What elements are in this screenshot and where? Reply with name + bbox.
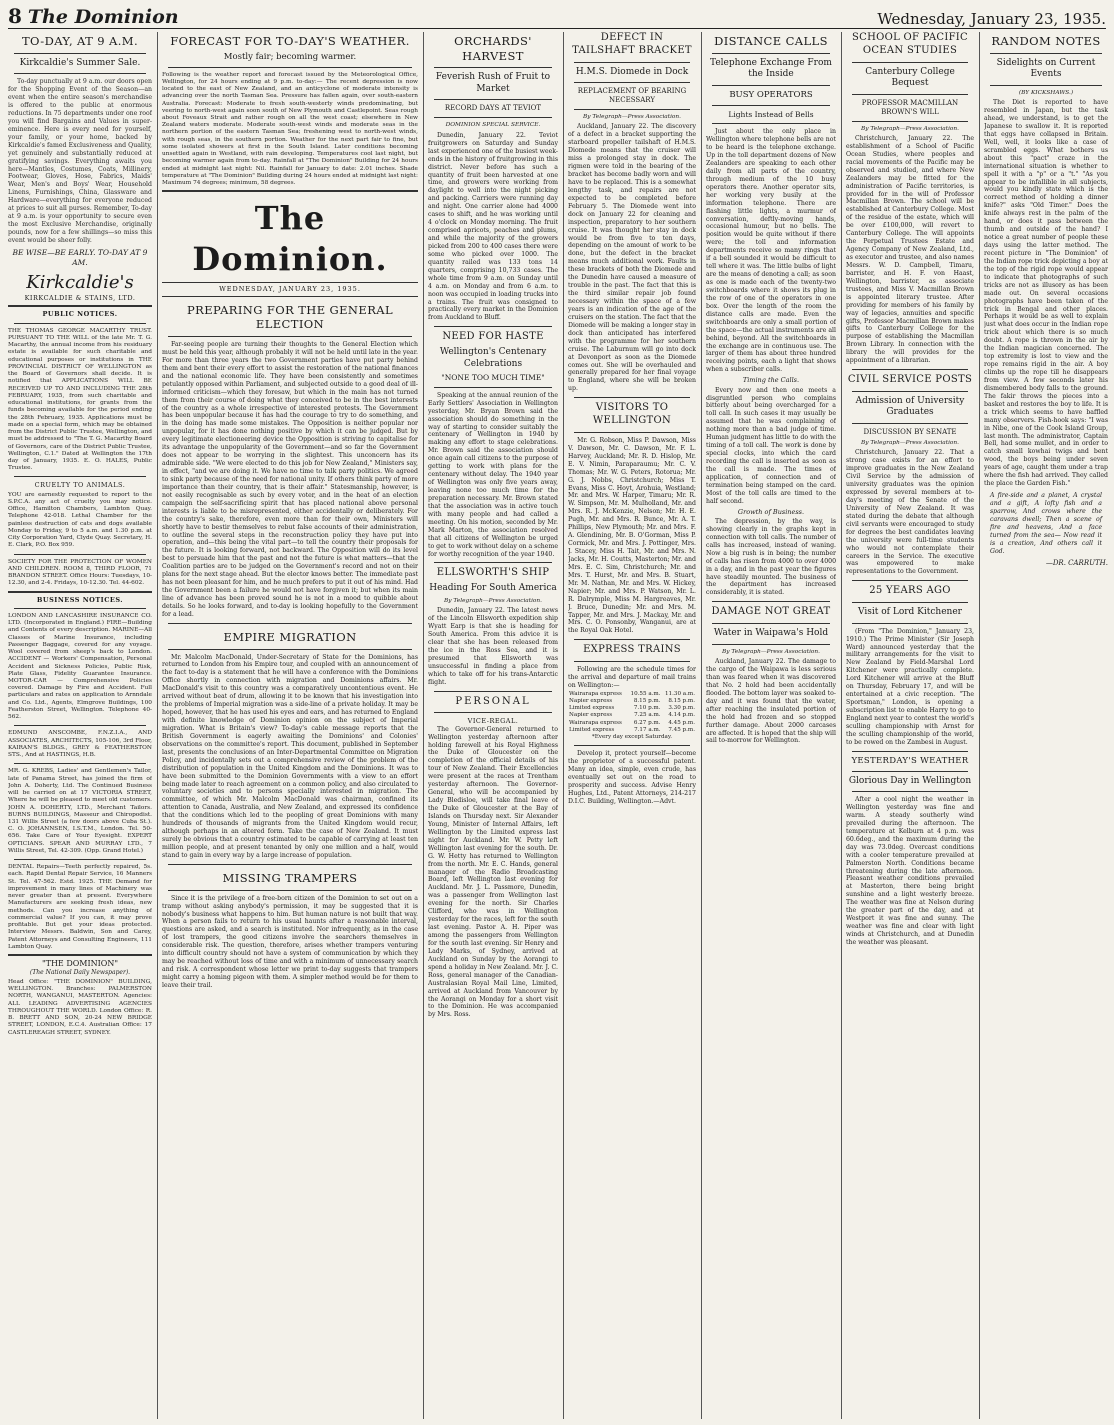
express-trains-note: *Every day except Saturday. bbox=[591, 733, 673, 740]
personal-subheading: VICE-REGAL. bbox=[467, 717, 519, 726]
column-rule bbox=[423, 32, 424, 1419]
column-news-1 bbox=[428, 32, 558, 1419]
table-cell: 7.10 p.m. bbox=[633, 705, 661, 712]
trampers-editorial-heading: MISSING TRAMPERS bbox=[222, 870, 358, 885]
distance-calls-body: Just about the only place in Wellington where telephone bells are not to be heard is the telephone exchange. Up in the toll department dozens of New Zealanders are speaking to each other daily from all parts of the country, through medium of the 10 busy operators there. Another operator sits, her working very busily at the information telephone. There are flashing little lights, a murmur of conversation, deftly-moving hands, occasional humour, but no bells. The position would be quite without if there were; the toll and information departments receive so many rings that if a bell sounded it would be difficult to tell where it was. The little bulbs of light are the means of denoting a call; as soon as one is made each of the twenty-two switchboards where it shows its plug in the row of one of the operators in one box. Over the length of the room the distance calls are made. Even the switchboards are only a small portion of the space—the actual instruments are all behind, beyond. All the switchboards in the exchange are in continuous use. The larger of them has about three hundred receiving points, each a light that shows when a subscriber calls. bbox=[706, 128, 836, 374]
personal-body: The Governor-General returned to Wellington yesterday afternoon after holding farewell at his Royal Highness the Duke of Gloucester on the completion of the official details of his tour of New Zealand. Their Excellencies were present at the races at Trentham yesterday afternoon. The Governor-General, who will be accompanied by Lady Bledisloe, will take final leave of the Duke of Gloucester at the Bay of Islands on Thursday next. Sir Alexander Young, Minister of Internal Affairs, left Wellington by the Limited express last night for Auckland. Mr. W. Petty left Wellington last evening for the south. Dr. G. W. Hetty has returned to Wellington from the north. Mr. E. C. Hands, general manager of the Radio Broadcasting Board, left Wellington last evening for Auckland. Mr. J. L. Passmore, Dunedin, was a passenger from Wellington last evening for the north. Sir Charles Clifford, who was in Wellington yesterday for the races, left for the south last evening. Pastor A. H. Piper was among the passengers from Wellington for the south last evening. Sir Henry and Lady Marks, of Sydney, arrived at Auckland on Sunday by the Aorangi to spend a holiday in New Zealand. Mr. J. C. Ross, general manager of the Canadian-Australasian Royal Mail Line, Limited, arrived at Auckland from Vancouver by the Aorangi on Monday for a short visit to the Dominion. He was accompanied by Mrs. Ross. bbox=[428, 725, 558, 1019]
random-notes-signature: —DR. CARRUTH. bbox=[1045, 558, 1108, 567]
table-row bbox=[568, 727, 696, 734]
damage-byline: By Telegraph—Press Association. bbox=[721, 648, 820, 655]
table-cell: 6.27 p.m. bbox=[633, 719, 661, 726]
column-news-3 bbox=[706, 32, 836, 1419]
ship-body: Dunedin, January 22. The latest news of the Lincoln Ellsworth expedition ship Wyatt Earp is that she is heading for South America. From this advice it is clear that she has been released from the ice in the Ross Sea, and it is presumed that Ellsworth was unsuccessful in finding a place from which to take off for his trans-Antarctic flight. bbox=[428, 607, 558, 686]
table-cell: 11.30 a.m. bbox=[665, 690, 695, 697]
weather-forecast-heading: FORECAST FOR TO-DAY'S WEATHER. bbox=[170, 34, 410, 48]
table-row bbox=[568, 705, 696, 712]
yesterdays-weather-heading: YESTERDAY'S WEATHER bbox=[851, 755, 969, 766]
masthead bbox=[8, 4, 1106, 29]
trampers-editorial-body: Since it is the privilege of a free-born citizen of the Dominion to set out on a tramp without asking anybody's permission, it may be suggested that it is nobody's business what happens to him. But human nature is not built that way. When a person fails to return to his usual haunts after a reasonable interval, questions are asked, and a search is instituted. Nor infrequently, as in the case of lost trampers, the good citizens involve the searchers themselves in considerable risk. The question, therefore, arises whether trampers venturing into difficult country should not have a system of communication by which they may be reached without loss of time and with a minimum of unnecessary search and risk. A correspondent whose letter we print to-day suggests that trampers might carry a homing pigeon with them. A simpler method would be for them to leave their trail. bbox=[162, 894, 418, 989]
column-editorial bbox=[162, 32, 418, 1419]
damage-subheading: Water in Waipawa's Hold bbox=[713, 628, 829, 639]
tailshaft-byline: By Telegraph—Press Association. bbox=[582, 114, 681, 121]
orchards-body: Dunedin, January 22. Teviot fruitgrowers on Saturday and Sunday last experienced one of the busiest week-ends in the history of fruitgrowing in this district. Never before has such a quantity of fruit been harvested at one time, and growers were working from daylight to well into the night picking and packing. Carriers were running day and night. One carrier alone had 4000 cases to shift, and he was working until 4 o'clock on Monday morning. The fruit comprised apricots, peaches and plums, and while the majority of the growers picked from 200 to 400 cases there were some who picked over 1000. The quantity railed was 133 tons 14 quarters, comprising 10,733 cases. The whole time from 9 a.m. on Sunday until 4 a.m. on Monday and from 6 a.m. to noon was occupied in loading trucks into a trains. The fruit was consigned to practically every market in the Dominion from Auckland to Bluff. bbox=[428, 131, 558, 322]
tailshaft-subheading-2: REPLACEMENT OF BEARING NECESSARY bbox=[577, 87, 687, 105]
business-notices-heading: BUSINESS NOTICES. bbox=[36, 595, 124, 604]
editorial-date: WEDNESDAY, JANUARY 23, 1935. bbox=[162, 282, 418, 296]
damage-heading: DAMAGE NOT GREAT bbox=[711, 606, 831, 618]
macarthy-trust-notice: THE THOMAS GEORGE MACARTHY TRUST. PURSUANT TO THE WILL of the late Mr. T. G. Macarthy, the annual income from his residuary estate is available for such charitable and educational purposes or institutions in THE PROVINCIAL DISTRICT OF WELLINGTON as the Board of Governors shall decide. It is notified that APPLICATIONS WILL BE RECEIVED UP TO AND INCLUDING THE 28th FEBRUARY, 1935, from such charitable and educational institutions, for grants from the funds becoming available for the period ending the 28th February, 1935. Applications must be made on a special form, which may be obtained from the District Public Trustee, Wellington, and must be addressed to "The T. G. Macarthy Board of Governors, care of the District Public Trustee, Wellington, C.1." Dated at Wellington the 17th day of January, 1935. E. O. HALES, Public Trustee. bbox=[8, 327, 152, 472]
random-notes-byline: (BY KICKSHAWS.) bbox=[1018, 89, 1074, 96]
damage-body: Auckland, January 22. The damage to the cargo of the Waipawa is less serious than was feared when it was discovered that No. 2 hold had been accidentally flooded. The bottom layer was soaked to-day and it was found that the water, after reaching the insulated portion of the hold had frozen and so stopped further damage. About 2000 carcases are affected. It is hoped that the ship will sail to-morrow for Wellington. bbox=[706, 658, 836, 745]
cruelty-heading: CRUELTY TO ANIMALS. bbox=[34, 481, 126, 490]
imprint-subtitle: (The National Daily Newspaper). bbox=[29, 969, 131, 977]
years-ago-heading: 25 YEARS AGO bbox=[869, 585, 951, 597]
table-row bbox=[568, 691, 696, 698]
kirkcaldie-slogan: BE WISE—BE EARLY. TO-DAY AT 9 AM. bbox=[12, 247, 148, 267]
timing-body: Every now and then one meets a disgruntled person who complains bitterly about being overcharged for a toll call. In such cases it may usually be assumed that he was complaining of nothing more than a bad judge of time. Human judgment has little to do with the timing of a toll call. The work is done by special clocks, into which the card recording the call is inserted as soon as the call is made. The times of application, of connection and of termination being stamped on the card. Most of the toll calls are timed to the half second. bbox=[706, 386, 836, 505]
table-row bbox=[568, 698, 696, 705]
table-cell: Wairarapa express bbox=[569, 690, 622, 697]
column-advertisements bbox=[8, 32, 152, 1419]
tailshaft-heading: DEFECT IN TAILSHAFT BRACKET bbox=[572, 32, 692, 56]
years-ago-body: (From "The Dominion," January 23, 1910.) The Prime Minister (Sir Joseph Ward) announced yesterday that the military arrangements for the visit to New Zealand by Field-Marshal Lord Kitchener were practically complete. Lord Kitchener will arrive at the Bluff on Thursday, February 17, and will be entertained at a civic reception. "The Sportsman," London, is opening a subscription list to enable Harry to go to England next year to contest the world's sculling championship with Arnst for the sculling championship of the world, to be rowed on the Zambesi in August. bbox=[846, 627, 974, 746]
civil-service-subheading-2: DISCUSSION BY SENATE bbox=[863, 427, 957, 436]
weather-forecast-body: Following is the weather report and forecast issued by the Meteorological Office, Wellington, for 24 hours ending at 9 p.m. to-day:— The recent depression is now located to the east of New Zealand, and an anticyclone of moderate intensity is advancing over the north Tasman Sea. Pressure has fallen again, over south-eastern Australia. Forecast: Moderate to fresh south-westerly winds predominating, but veering to north-west again soon south of New Plymouth and Castlepoint. Seas rough about Foveaux Strait and rather rough on all the west coast; elsewhere in New Zealand waters moderate. Moderate south-west winds and moderate seas in the northern portion of the eastern Tasman Sea; freshening west to north-west winds, with rough seas, in the southern portion. Weather for the next part fair to fine, but some isolated showers at first in the South Island. Later conditions becoming unsettled again in Westland, with rain developing. Temperatures cool last night, but becoming warmer again from to-day. Rainfall at "The Dominion" Building for 24 hours ended at midnight last night: Nil. Rainfall for January to date: 2.01 inches. Shade temperature at "The Dominion" Building during 24 hours ended at midnight last night: Maximum 74 degrees; minimum, 58 degrees. bbox=[162, 71, 418, 187]
civil-service-byline: By Telegraph—Press Association. bbox=[860, 439, 959, 446]
table-cell: Limited express bbox=[569, 705, 615, 712]
timing-heading: Timing the Calls. bbox=[742, 376, 800, 385]
yesterdays-weather-body: After a cool night the weather in Wellington yesterday was fine and warm. A steady southerly wind prevailed during the afternoon. The temperature at Kelburn at 4 p.m. was 60.6deg., and the maximum during the day was 73.0deg. Overcast conditions with a cooler temperature prevailed at Palmerston North. Conditions became threatening during the late afternoon. Pleasant weather conditions prevailed at Masterton, there being bright sunshine and a light westerly breeze. The weather was fine at Nelson during the greater part of the day, and at Westport it was fine and sunny. The weather was fine and clear with light winds at Christchurch, and at Dunedin the weather was pleasant. bbox=[846, 796, 974, 946]
public-notices-heading: PUBLIC NOTICES. bbox=[42, 310, 118, 319]
express-trains-heading: EXPRESS TRAINS bbox=[583, 644, 681, 656]
ship-byline: By Telegraph—Press Association. bbox=[443, 597, 542, 604]
express-trains-intro: Following are the schedule times for the arrival and departure of mail trains on Wellington:— bbox=[568, 666, 696, 689]
kirkcaldie-signature-logo: Kirkcaldie's bbox=[26, 272, 134, 294]
issue-date: Wednesday, January 23, 1935. bbox=[877, 10, 1106, 28]
ship-subheading: Heading For South America bbox=[429, 583, 557, 594]
table-cell: 8.15 p.m. bbox=[633, 698, 661, 705]
paper-name: The Dominion bbox=[27, 6, 179, 28]
random-notes-poem: A fire-side and a planet, A crystal and a gift, A lofty fish and a sparrow, And crows where the caravans dwell; Then a scene of fire and heavens, And a face turned from the sea— Now read it is a creation, And others call it God. bbox=[990, 492, 1102, 555]
orchards-subheading: Feverish Rush of Fruit to Market bbox=[435, 72, 551, 94]
pacific-studies-body: Christchurch, January 22. The establishment of a School of Pacific Ocean Studies, where peoples and racial movements of the Pacific may be observed and studied, and where New Zealanders may be fitted for the administration of Pacific territories, is provided for in the will of Professor Macmillan Brown. The school will be established at Canterbury College. Most of the residue of the estate, which will be over £100,000, will revert to Canterbury College. The will appoints the Perpetual Trustees Estate and Agency Company of New Zealand, Ltd., as executor and trustee, and also names Messrs. W. D. Campbell, Timaru, barrister, and H. F. von Haast, Wellington, barrister, as associate trustees, and Miss V. Macmillan Brown is appointed literary trustee. After providing for members of his family by way of legacies, annuities and specific gifts, Professor Macmillan Brown makes gifts to Canterbury College for the purpose of establishing the Macmillan Brown Library. In connection with the library the will provides for the appointment of a librarian. bbox=[846, 134, 974, 365]
architects-notice: EDMUND ANSCOMBE, F.N.Z.I.A., AND ASSOCIATES, ARCHITECTS, 105-106, 3rd Floor, KAIRAN'S BLDGS., GREY & FEATHERSTON STS., And at HASTINGS, H.B. bbox=[8, 730, 152, 759]
ship-heading: ELLSWORTH'S SHIP bbox=[436, 567, 550, 579]
random-notes-heading: RANDOM NOTES bbox=[991, 34, 1101, 48]
column-rule bbox=[157, 32, 158, 1419]
column-rule bbox=[979, 32, 980, 1419]
table-cell: Napier express bbox=[569, 698, 613, 705]
pacific-studies-byline: By Telegraph—Press Association. bbox=[860, 125, 959, 132]
kirkcaldie-body: To-day punctually at 9 a.m. our doors open for the Shopping Event of the Season—an event when the entire season's merchandise is offered to the public at enormous reductions. In 75 departments under one roof you will find Bargains and Values in super-eminence. Here is every need for yourself, your family, or your home, backed by Kirkcaldie's famed Exclusiveness and Quality, yet genuinely and substantially reduced at gratifying savings. Everything awaits you here—Mantles, Costumes, Coats, Millinery, Footwear, Gloves, Hose, Fabrics, Maids' Wear, Men's and Boys' Wear, Household Linens, Furnishings, China, Glassware and Hardware—everything for everyone reduced at prices to suit all purses. Remember, To-day at 9 a.m. is your opportunity to secure even the most Exclusive Merchandise, originally pounds, now for a few shillings—so miss this event would be sheer folly. bbox=[8, 78, 152, 244]
orchards-byline: DOMINION SPECIAL SERVICE. bbox=[445, 122, 541, 129]
years-ago-subheading: Visit of Lord Kitchener bbox=[858, 607, 962, 618]
imprint-offices: Head Office: "THE DOMINION" BUILDING, WELLINGTON. Branches: PALMERSTON NORTH, WANGANUI, MASTERTON. Agencies: ALL LEADING ADVERTISING AGENCIES THROUGHOUT THE WORLD. London Office: R. B. BRETT AND SON, 20-24 NEW BRIDGE STREET, LONDON, E.C.4. Australian Office: 17 CASTLEREAGH STREET, SYDNEY. bbox=[8, 978, 152, 1036]
table-cell: 7.25 a.m. bbox=[634, 712, 661, 719]
tailshaft-body: Auckland, January 22. The discovery of a defect in a bracket supporting the starboard propeller tailshaft of H.M.S. Diomede means that the cruiser will miss a prolonged stay in dock. The rigmen were told in the bearing of the bracket has become badly worn and will have to be replaced. This is a somewhat lengthy task, and repairs are not expected to be completed before February 5. The Diomede went into dock on January 22 for cleaning and inspection, preparatory to her southern cruise. It was thought her stay in dock would be from five to ten days, depending on the amount of work to be done, but the defect in the bracket means much additional work. Faults in these brackets of both the Diomede and the Dunedin have caused a measure of trouble in the past. The fact that this is the third similar repair job found necessary within the space of a few years is an indication of the age of the cruisers on the station. The fact that the Diomede will be making a longer stay in dock than anticipated has interfered with the programme for her southern cruise. The Laburnum will go into dock at Devonport as soon as the Diomede comes out. She will be overhauled and generally prepared for her final voyage to England, where she will be broken up. bbox=[568, 123, 696, 393]
kirkcaldie-firm: KIRKCALDIE & STAINS, LTD. bbox=[24, 294, 136, 303]
table-row bbox=[568, 712, 696, 719]
table-cell: 4.14 p.m. bbox=[668, 712, 695, 719]
table-cell: 7.45 p.m. bbox=[668, 726, 695, 733]
table-cell: Wairarapa express bbox=[569, 719, 622, 726]
imprint-title: "THE DOMINION" bbox=[41, 958, 119, 968]
table-cell: Limited express bbox=[569, 726, 615, 733]
dominion-logo: The Dominion. bbox=[192, 199, 388, 279]
table-cell: 8.15 p.m. bbox=[668, 698, 695, 705]
column-news-4 bbox=[846, 32, 974, 1419]
column-rule bbox=[701, 32, 702, 1419]
column-rule bbox=[841, 32, 842, 1419]
patent-advertisement: Develop it, protect yourself—become the proprietor of a successful patent. Many an idea, simple, even crude, has eventually set out on the road to prosperity and success. Advise Henry Hughes, Ltd., Patent Attorneys, 214-217 D.I.C. Building, Wellington.—Advt. bbox=[568, 750, 696, 805]
election-editorial-heading: PREPARING FOR THE GENERAL ELECTION bbox=[187, 302, 393, 332]
haste-subheading-2: "NONE TOO MUCH TIME" bbox=[441, 373, 545, 383]
kirkcaldie-heading: TO-DAY, AT 9 A.M. bbox=[21, 34, 139, 48]
pacific-studies-subheading: Canterbury College Bequest bbox=[865, 66, 955, 89]
spca-notice: YOU are earnestly requested to report to the S.P.C.A. any act of cruelty you may notice. Office, Hamilton Chambers, Lambton Quay. Telephone 42-018. Lethal Chamber for the painless destruction of cats and dogs available Monday to Friday, 9 to 5 a.m. and 1.30 p.m. at City Corporation Yard, Clyde Quay. Secretary, H. E. Clark, P.O. Box 959. bbox=[8, 491, 152, 549]
election-editorial-body: Far-seeing people are turning their thoughts to the General Election which must be held this year, although probably it will not be held until late in the year. For more than three years the two Government parties have put party behind them and bent their every effort to assist the restoration of the national finances and the national economic life. They have been consistently and sometimes petulantly opposed within Parliament, and subjected outside to a good deal of ill-informed criticism—which they foresaw, but which in the main has not turned them from their course of doing what they conceived to be in the best interests of the country as a whole irrespective of interested protests. The Government has been unpopular because it has had the courage to try to do something, and in the doing has made some mistakes. The Opposition is neither popular nor unpopular, for it has done nothing positive by which it can be judged. But by every legitimate electioneering device the Opposition is striving to capitalise for its advantage the unpopularity of the Government—and so far the Government does not appear to be worrying in the slightest. This unconcern has its admirable side. "We were elected to do this job for New Zealand," Ministers say, in effect, "and we are doing it. We have no time to talk party politics. We agreed to sink party because of the need for national unity. If others think party of more importance than their country, that is their affair." Statesmanship, however, is not easily recognisable as such by every voter, and in the heat of an election campaign the self-sacrificing spirit that has placed national above personal interests is liable to be misrepresented, either accidentally or deliberately. For the country's sake, therefore, even more than for their own, Ministers will shortly have to bestir themselves to rebut false accounts of their administration, to outline the several steps in the reconstruction policy they have put into operation, and—this being the vital part—to tell the country their proposals for the future. It is looking forward, not backward. The Opposition will do its level best to persuade him that the past and not the future is what matters—that the Coalition parties are to be judged on the Government's record and not on their plans for the next stage ahead. But the elector knows better. The immediate past has not been pleasant for him, and he much prefers to put it out of his mind. Had the Government been a failure he would not have forgiven it; but when its main line of advance has been proved sound he is not in a mood to quibble about details. So he looks forward, and to-day is looking hopefully to the Government for a lead. bbox=[162, 341, 418, 618]
express-trains-table bbox=[568, 691, 696, 734]
growth-heading: Growth of Business. bbox=[737, 507, 805, 516]
haste-subheading: Wellington's Centenary Celebrations bbox=[439, 347, 547, 369]
table-cell: Napier express bbox=[569, 712, 613, 719]
distance-calls-subheading-3: Lights Instead of Bells bbox=[728, 109, 814, 119]
haste-body: Speaking at the annual reunion of the Early Settlers' Association in Wellington yesterday, Mr. Bryan Brown said the association should do something in the way of starting to consider suitably the centenary of Wellington in 1940 by making any effort to stage celebrations. Mr. Brown said the association should once again call citizens to the purpose of getting to work with plans for the centenary without delay. The 1940 year of Wellington was only five years away, leaving none too much time for the preparation necessary. Mr. Brown stated that the association was in active touch with many people and had called a meeting. On his motion, seconded by Mr. Mark Marton, the association resolved that all citizens of Wellington be urged to get to work without delay on a scheme for worthy recognition of the year 1940. bbox=[428, 391, 558, 558]
table-cell: 7.17 a.m. bbox=[634, 726, 661, 733]
random-notes-body: The Diet is reported to have resembled in Japan, but the task ahead, we understand, is to get the Japanese to swallow it. It is reported that eggs have collapsed in Britain. Well, well, it looks like a case of scrambled eggs. What bothers us about this "pact" craze in the international situation is whether to spell it with a "p" or a "t." "As you appear to be infallible in all subjects, would you kindly state which is the correct method of holding a dinner knife?" asks "Old Timer." Does the knife always rest in the palm of the hand, or does it pass between the thumb and outside of the hand? I notice a great number of people these days using the latter method. The recent picture in "The Dominion" of the Indian rope trick depicting a boy at the top of the rigid rope would appear to indicate that photographs of such tricks are not as illusory as has been made out. On several occasions photographs have been taken of the trick in Bengal and other places. Perhaps it would be as well to explain just what does occur in the Indian rope trick about which there is so much doubt. A rope is thrown in the air by the Indian magician concerned. The top extremity is lost to view and the rope remains rigid in the air. A boy climbs up the rope till he disappears from view. A few seconds later his dismembered body falls to the ground. The fakir throws the pieces into a basket and restores the boy to life. It is a trick which seems to have baffled many observers. Fish-hook says: "I was in Nibe, one of the Cook Island Group, last month. The administrator, Captain Bell, had some mullet, and in order to catch small kowhai twigs and bent wood, the boys being under seven years of age, caught them under a trap where the fish had arrived. They called the place the Garden Fish." bbox=[984, 99, 1108, 488]
yesterdays-weather-subheading: Glorious Day in Wellington bbox=[848, 775, 972, 786]
column-rule bbox=[563, 32, 564, 1419]
civil-service-body: Christchurch, January 22. That a strong case exists for an effort to improve graduates in the New Zealand Civil Service by the admission of university graduates was the opinion expressed by several members at to-day's meeting of the Senate of the University of New Zealand. It was stated during the debate that although civil servants were encouraged to study for degrees the best candidates leaving the university were full-time students who would not contemplate their careers in the Service. The executive was empowered to make representations to the Government. bbox=[846, 449, 974, 576]
tailor-notice: MR. G. KREBS, Ladies' and Gentlemen's Tailor, late of Panama Street, has joined the firm of John A. Doherty, Ltd. The Continued Business will be carried on at 17 VICTORIA STREET, Where he will be pleased to meet old customers. JOHN A. DOHERTY, LTD., Merchant Tailors. BURNS BUILDINGS, Masseur and Chiropodist. 131 Willis Street (a few doors above Cuba St.). C. O. JOHANNSEN, I.S.T.M., London. Tel. 50-656. Take Care of Your Eyesight. EXPERT OPTICIANS. SPEAR AND MURRAY LTD., 7 Willis Street, Tel. 42-309. (Opp. Grand Hotel.) bbox=[8, 768, 152, 854]
growth-body: The depression, by the way, is showing clearly in the graphs kept in connection with toll calls. The number of calls has increased, instead of waning. Now a big rush is in being; the number of calls has risen from 4000 to over 4000 in a day, and in the past year the figures have steadily mounted. The business of the department has increased considerably, it is stated. bbox=[706, 517, 836, 597]
pacific-studies-subheading-2: PROFESSOR MACMILLAN BROWN'S WILL bbox=[861, 98, 959, 116]
distance-calls-subheading: Telephone Exchange From the Inside bbox=[710, 57, 832, 80]
table-cell: 10.55 a.m. bbox=[630, 690, 661, 697]
weather-forecast-subheading: Mostly fair; becoming warmer. bbox=[223, 51, 357, 62]
dental-patent-notice: DENTAL Repairs—Teeth perfectly repaired, 5s. each. Rapid Dental Repair Service, 16 Manners St. Tel. 47-562. Estd. 1925. THE Demand for improvement in many lines of Machinery was never greater than at present. Everywhere Manufacturers are seeking fresh ideas, new methods. Can you increase anything of commercial value? If you can, it may prove profitable. But get your ideas protected. Interview Messrs. Baldwin, Son and Carey, Patent Attorneys and Consulting Engineers, 111 Lambton Quay. bbox=[8, 864, 152, 950]
tailshaft-subheading: H.M.S. Diomede in Dock bbox=[575, 66, 689, 77]
civil-service-subheading: Admission of University Graduates bbox=[855, 395, 965, 418]
distance-calls-subheading-2: BUSY OPERATORS bbox=[729, 89, 813, 100]
table-cell: 4.45 p.m. bbox=[668, 719, 695, 726]
column-news-2 bbox=[568, 32, 696, 1419]
visitors-body: Mr. G. Robson, Miss P. Dawson, Miss V. Dawson, Mr. C. Dawson, Mr. F. L. Harvey, Auckland; Mr. R. D. Hislop, Mr. E. V. Nimin, Paraparaumu; Mr. C. V. Thomas; Mr. W. G. Peters, Rotorua; Mr. G. J. Nobbs, Christchurch; Miss T. Evans, Miss C. Hoyt, Arohuia, Westland; Mr. and Mrs. W. Harper, Timaru; Mr. R. W. Simpson, Mr. M. Mulholland, Mr. and Mrs. R. J. McKenzie, Nelson; Mr. H. E. Pugh, Mr. and Mrs. R. Bunce, Mr. A. T. Phillips, New Plymouth; Mr. and Mrs. F. A. Glendining, Mr. B. O'Gorman, Miss P. Cormick, Mr. and Mrs. J. Pottinger, Mrs. J. Stacey, Miss H. Tait, Mr. and Mrs. N. Jacks, Mr. H. Coutts, Masterton; Mr. and Mrs. E. C. Sim, Christchurch; Mr. and Mrs. T. Hurst, Mr. and Mrs. B. Stuart, Mr. M. Nathan, Mr. and Mrs. W. Hickey, Napier; Mr. and Mrs. P. Watson, Mr. L. R. Dalrymple, Miss M. Hargreaves, Mr. J. Bruce, Dunedin; Mr. and Mrs. M. Tapper, Mr. and Mrs. J. Mackay, Mr. and Mrs. C. O. Ponsonby, Wanganui, are at the Royal Oak Hotel. bbox=[568, 436, 696, 635]
haste-heading: NEED FOR HASTE bbox=[442, 331, 544, 343]
migration-editorial-heading: EMPIRE MIGRATION bbox=[223, 629, 357, 644]
distance-calls-heading: DISTANCE CALLS bbox=[714, 34, 828, 48]
visitors-heading: VISITORS TO WELLINGTON bbox=[592, 402, 672, 427]
orchards-subheading-2: RECORD DAYS AT TEVIOT bbox=[444, 104, 542, 113]
table-row bbox=[568, 720, 696, 727]
kirkcaldie-subheading: Kirkcaldie's Summer Sale. bbox=[19, 57, 141, 68]
orchards-heading: ORCHARDS' HARVEST bbox=[454, 34, 532, 63]
page-number: 8 bbox=[8, 4, 22, 28]
pacific-studies-heading: SCHOOL OF PACIFIC OCEAN STUDIES bbox=[851, 32, 969, 56]
insurance-notice: LONDON AND LANCASHIRE INSURANCE CO. LTD. (Incorporated in England.) FIRE—Building and Contents of every description. MARINE—All Classes of Marine Insurance, including Passenger Baggage, covered for any voyage. Wool covered from sheep's back to London. ACCIDENT — Workers' Compensation, Personal Accident and Sickness Policies, Public Risk, Plate Glass, Fidelity Guarantee Insurance. MOTOR-CAR — Comprehensive Policies covered. Damage by Fire and Accident. Full particulars and rates on application to Arnndale and Co. Ltd., Agents, Elmgrove Buildings, 100 Featherston Street, Wellington. Telephone 40-562. bbox=[8, 612, 152, 721]
table-cell: 3.30 p.m. bbox=[668, 705, 695, 712]
personal-heading: PERSONAL bbox=[455, 695, 531, 707]
column-random-notes bbox=[984, 32, 1108, 1419]
migration-editorial-body: Mr. Malcolm MacDonald, Under-Secretary of State for the Dominions, has returned to London from his Empire tour, and coupled with an announcement of the fact to-day is a statement that he will have a conference with the Dominions Office shortly in connection with migration and Dominions affairs. Mr. MacDonald's visit to this country was a comparatively uncontentious event. He arrived without beat of drum, allowing it to be known that his investigation into the problems of Imperial migration was a side-line of a private holiday. It may be hoped, however, that he has used his eyes and ears, and has returned to England with definite knowledge of Dominion opinion on the subject of Imperial migration. What is Britain's view? To-day's cable message reports that the British Government is eagerly awaiting the Dominions' and Colonies' observations on the committee's report. This document, published in September last, presents the conclusions of an Inter-Departmental Committee on Migration Policy, and incidentally sets out a comprehensive review of the problem of the distribution of population in the United Kingdom and the Dominions. It was to have been submitted to the Dominion Governments with a view to an effort being made later to reach agreement on a common policy, and also circulated to voluntary societies and to persons specially interested in migration. The committee, of which Mr. Malcolm MacDonald was chairman, confined its attention to Canada, Australia, and New Zealand, and expressed its confidence that the conditions which led to the peopling of great Dominions with many hundreds of thousands of migrants from the United Kingdom would recur, although perhaps in an altered form. Take the case of New Zealand. It must surely be obvious that a country estimated to be capable of carrying at least ten million people, and at present tenanted by only one million and a half, would stand to gain in every way by a large increase of population. bbox=[162, 653, 418, 859]
random-notes-subheading: Sidelights on Current Events bbox=[996, 57, 1096, 80]
society-notice: SOCIETY FOR THE PROTECTION OF WOMEN AND CHILDREN. ROOM 8, THIRD FLOOR, 71 BRANDON STREET. Office Hours: Tuesdays, 10-12.30, and 2-4. Fridays, 10-12.30. Tel. 44-602. bbox=[8, 558, 152, 587]
civil-service-heading: CIVIL SERVICE POSTS bbox=[847, 374, 973, 386]
